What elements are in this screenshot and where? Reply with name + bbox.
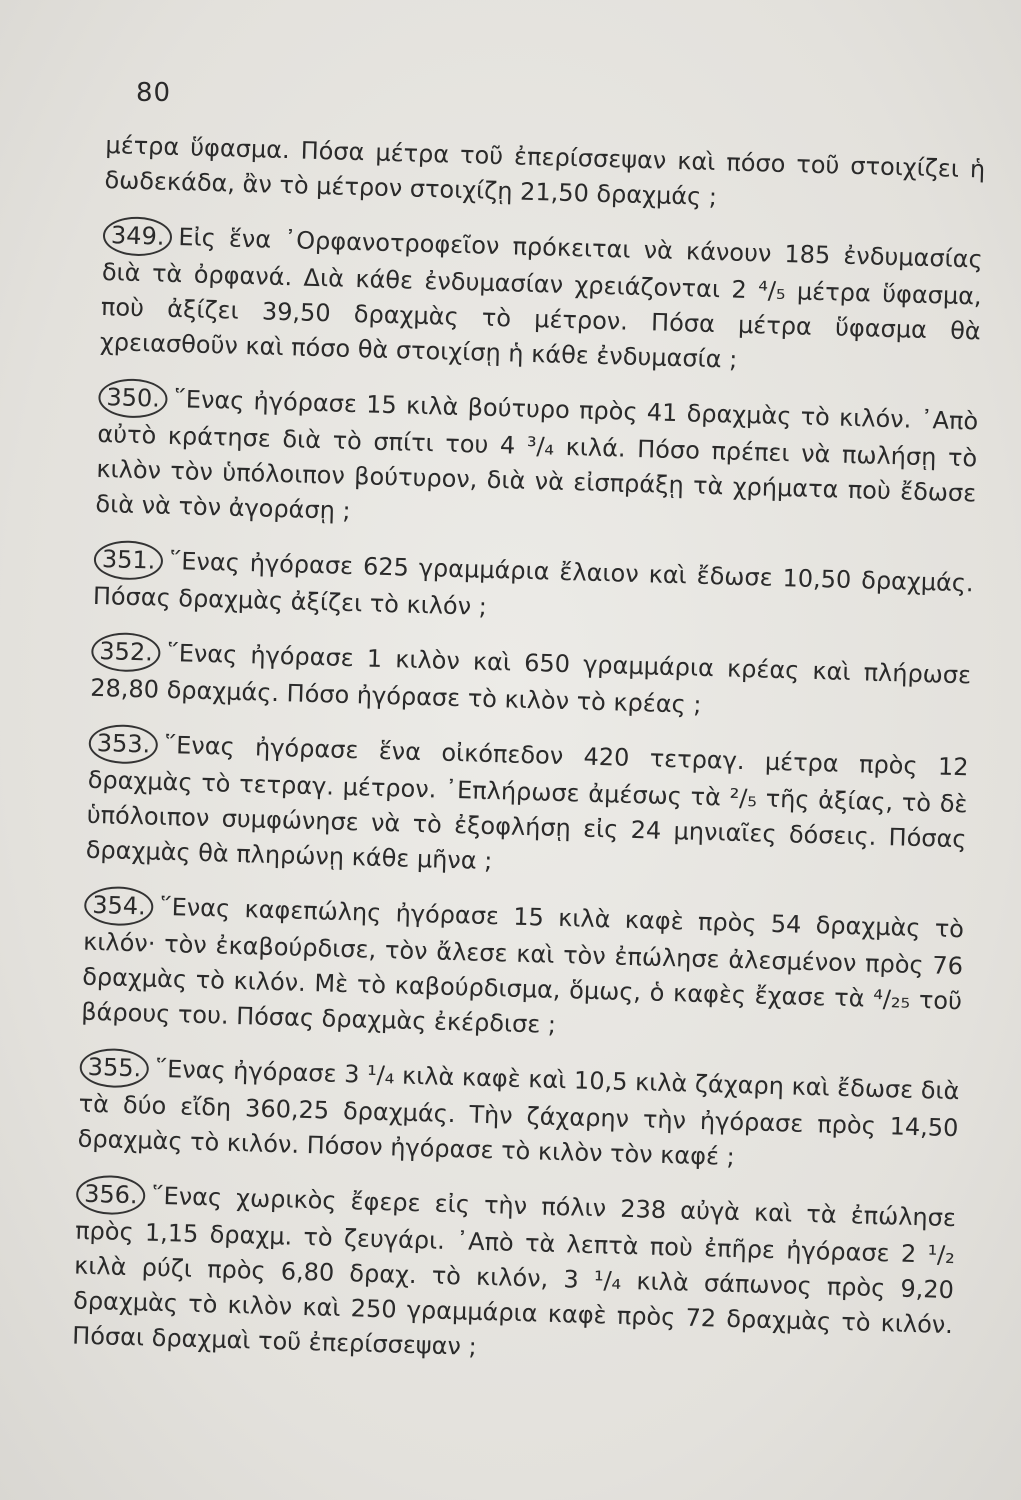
problem-text: ῞Ενας ἠγόρασε 3 ¹/₄ κιλὰ καφὲ καὶ 10,5 κιλὰ ζάχαρη καὶ ἔδωσε διὰ τὰ δύο εἴδη 360,25 δραχμάς. Τὴν ζάχαρην τὴν ἠγόρασε πρὸς 14,50 δραχμὰς τὸ κιλόν. Πόσον ἠγόρασε τὸ κιλὸν τὸν καφέ ; [77,1054,960,1171]
problem-text: ῞Ενας καφεπώλης ἠγόρασε 15 κιλὰ καφὲ πρὸς 54 δραχμὰς τὸ κιλόν· τὸν ἐκαβούρδισε, τὸν ἄλεσε καὶ τὸν ἐπώλησε ἀλεσμένον πρὸς 76 δραχμὰς τὸ κιλόν. Μὲ τὸ καβούρδισμα, ὅμως, ὁ καφὲς ἔχασε τὰ ⁴/₂₅ τοῦ βάρους του. Πόσας δραχμὰς ἐκέρδισε ; [80,892,965,1039]
problem-text: ῞Ενας ἠγόρασε ἕνα οἰκόπεδον 420 τετραγ. μέτρα πρὸς 12 δραχμὰς τὸ τετραγ. μέτρον. ᾿Επλήρωσε ἀμέσως τὰ ²/₅ τῆς ἀξίας, τὸ δὲ ὑπόλοιπον συμφώνησε νὰ τὸ ἐξοφλήσῃ εἰς 24 μηνιαῖες δόσεις. Πόσας δραχμὰς θὰ πληρώνῃ κάθε μῆνα ; [85,730,969,876]
problem-356 [72,1175,957,1379]
problem-352 [90,632,972,731]
problem-number: 352. [91,632,161,673]
page-body [72,128,986,1378]
problem-351 [92,540,974,639]
problem-text: ῞Ενας ἠγόρασε 1 κιλὸν καὶ 650 γραμμάρια κρέας καὶ πλήρωσε 28,80 δραχμάς. Πόσο ἠγόρασε τὸ κιλὸν τὸ κρέας ; [89,638,972,719]
problem-number: 355. [79,1048,149,1089]
problem-354 [81,886,965,1055]
problem-text: ῞Ενας ἠγόρασε 15 κιλὰ βούτυρο πρὸς 41 δραχμὰς τὸ κιλόν. ᾿Απὸ αὐτὸ κράτησε διὰ τὸ σπίτι του 4 ³/₄ κιλά. Πόσο πρέπει νὰ πωλήσῃ τὸ κιλὸν τὸν ὑπόλοιπον βούτυρον, διὰ νὰ εἰσπράξῃ τὰ χρήματα ποὺ ἔδωσε διὰ νὰ τὸν ἀγοράσῃ ; [95,385,979,525]
problem-350 [95,378,979,547]
problem-number: 351. [93,540,163,581]
problem-353 [85,724,969,893]
page-number: 80 [136,78,172,108]
problem-number: 349. [102,216,172,257]
problem-number: 350. [98,378,168,419]
problem-number: 353. [88,724,158,765]
problem-text: ῞Ενας χωρικὸς ἔφερε εἰς τὴν πόλιν 238 αὐγὰ καὶ τὰ ἐπώλησε πρὸς 1,15 δραχμ. τὸ ζευγάρι. ᾿Απὸ τὰ λεπτὰ ποὺ ἐπῆρε ἠγόρασε 2 ¹/₂ κιλὰ ρύζι πρὸς 6,80 δραχ. τὸ κιλόν, 3 ¹/₄ κιλὰ σάπωνος πρὸς 9,20 δραχμὰς τὸ κιλὸν καὶ 250 γραμμάρια καφὲ πρὸς 72 δραχμὰς τὸ κιλόν. Πόσαι δραχμαὶ τοῦ ἐπερίσσεψαν ; [71,1181,957,1361]
problem-355 [77,1048,960,1182]
problem-number: 354. [84,886,154,927]
intro-paragraph: μέτρα ὕφασμα. Πόσα μέτρα τοῦ ἐπερίσσεψαν καὶ πόσο τοῦ στοιχίζει ἡ δωδεκάδα, ἂν τὸ μέτρον στοιχίζῃ 21,50 δραχμάς ; [104,130,986,212]
problem-text: ῞Ενας ἠγόρασε 625 γραμμάρια ἔλαιον καὶ ἔδωσε 10,50 δραχμάς. Πόσας δραχμὰς ἀξίζει τὸ κιλόν ; [92,546,975,621]
problem-number: 356. [76,1175,146,1216]
problem-text: Εἰς ἕνα ᾿Ορφανοτροφεῖον πρόκειται νὰ κάνουν 185 ἐνδυμασίας διὰ τὰ ὀρφανά. Διὰ κάθε ἐνδυμασίαν χρειάζονται 2 ⁴/₅ μέτρα ὕφασμα, ποὺ ἀξίζει 39,50 δραχμὰς τὸ μέτρον. Πόσα μέτρα ὕφασμα θὰ χρειασθοῦν καὶ πόσο θὰ στοιχίσῃ ἡ κάθε ἐνδυμασία ; [99,223,984,374]
problem-349 [100,216,984,385]
